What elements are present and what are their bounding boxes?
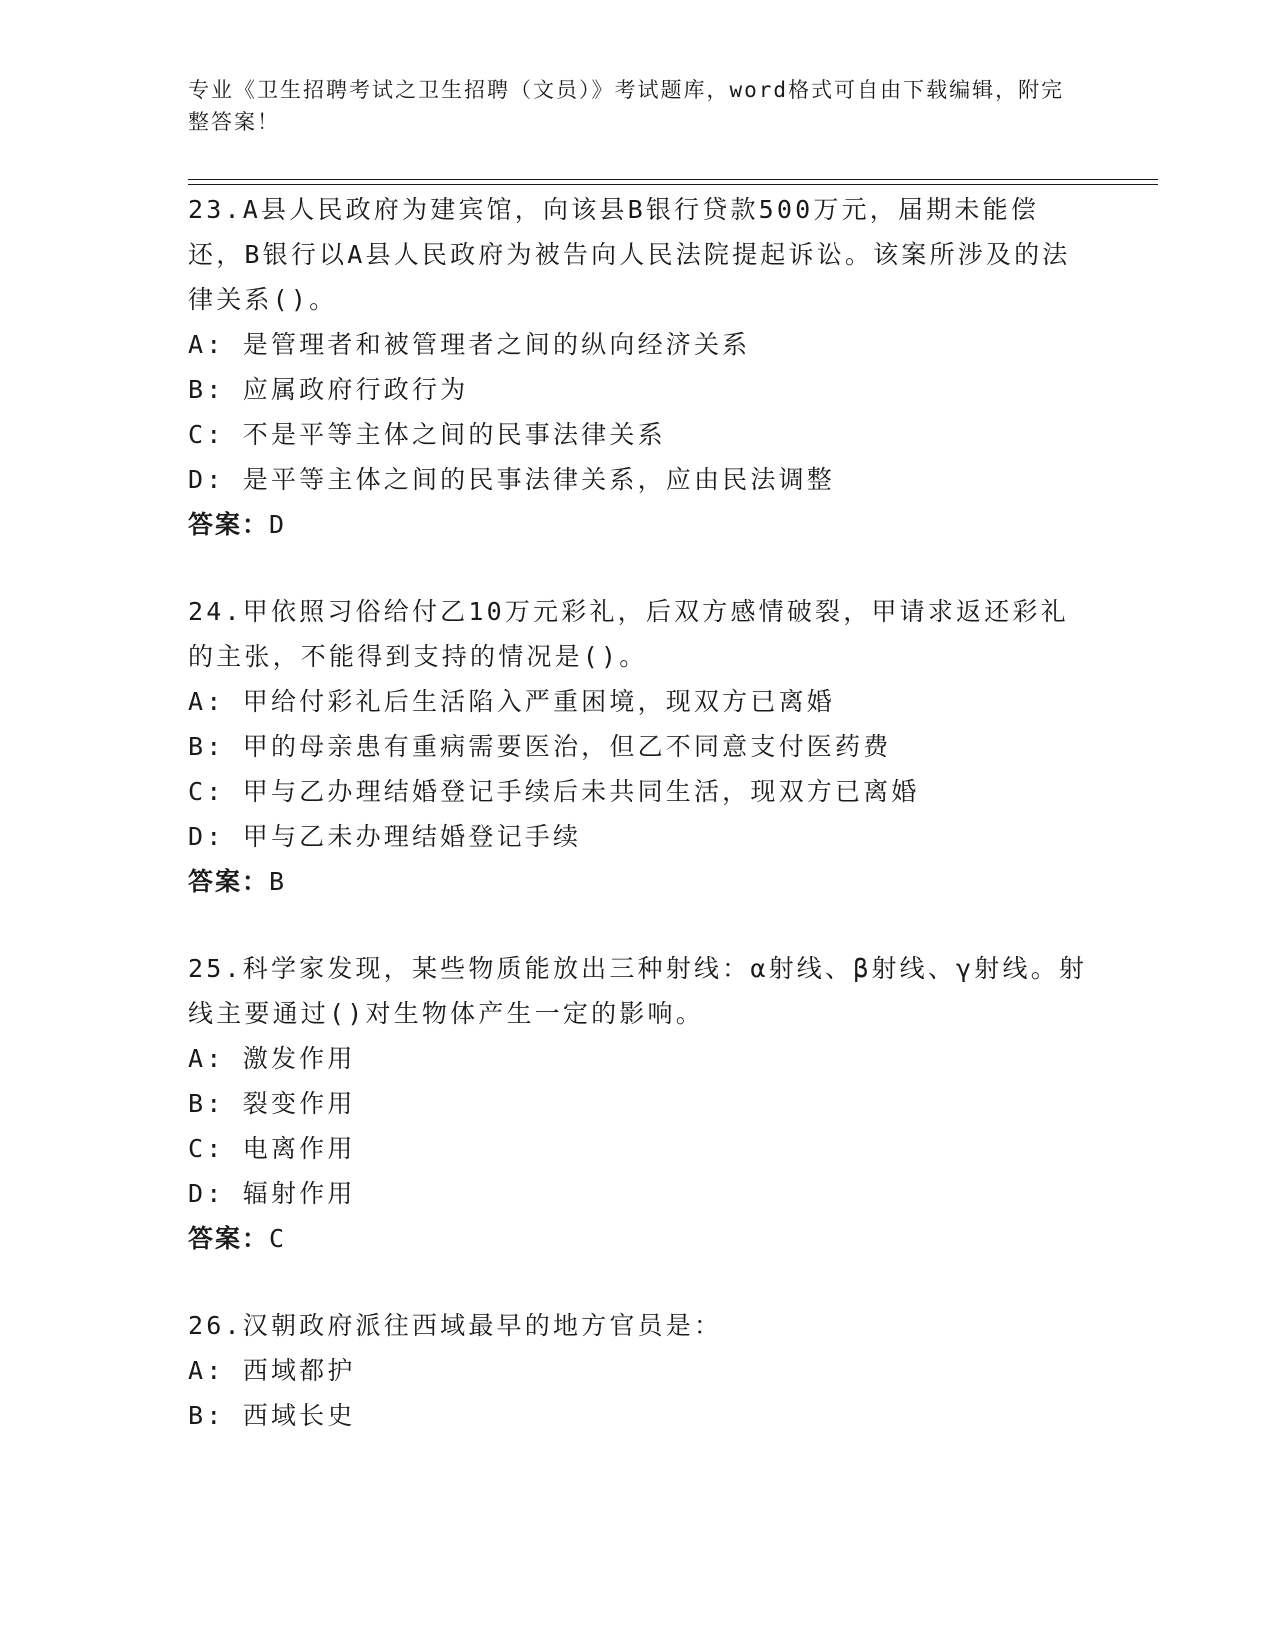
- option-letter: A:: [188, 1356, 225, 1385]
- option-text: 应属政府行政行为: [242, 375, 469, 404]
- option-text: 西域长史: [242, 1401, 356, 1430]
- option-text: 裂变作用: [242, 1089, 356, 1118]
- answer-value: C: [269, 1224, 287, 1253]
- option-c: [188, 1126, 1088, 1171]
- option-letter: B:: [188, 375, 225, 404]
- answer-value: B: [269, 867, 287, 896]
- option-c: [188, 769, 1088, 814]
- option-a: [188, 322, 1088, 367]
- option-b: [188, 1081, 1088, 1126]
- answer-line: [188, 502, 1088, 547]
- option-b: [188, 724, 1088, 769]
- option-d: [188, 814, 1088, 859]
- option-letter: D:: [188, 822, 225, 851]
- option-d: [188, 457, 1088, 502]
- option-letter: B:: [188, 1089, 225, 1118]
- question-24: [188, 589, 1088, 904]
- option-letter: A:: [188, 330, 225, 359]
- answer-label: 答案：: [188, 867, 270, 896]
- option-text: 不是平等主体之间的民事法律关系: [242, 420, 666, 449]
- option-letter: D:: [188, 1179, 225, 1208]
- option-b: [188, 367, 1088, 412]
- option-letter: B:: [188, 1401, 225, 1430]
- answer-label: 答案：: [188, 510, 270, 539]
- option-text: 甲与乙未办理结婚登记手续: [242, 822, 582, 851]
- option-text: 甲给付彩礼后生活陷入严重困境，现双方已离婚: [242, 687, 835, 716]
- option-letter: C:: [188, 777, 225, 806]
- option-text: 是平等主体之间的民事法律关系，应由民法调整: [242, 465, 835, 494]
- answer-line: [188, 1216, 1088, 1261]
- option-letter: D:: [188, 465, 225, 494]
- option-text: 激发作用: [242, 1044, 356, 1073]
- question-25: [188, 946, 1088, 1261]
- option-letter: C:: [188, 420, 225, 449]
- option-letter: A:: [188, 1044, 225, 1073]
- option-text: 电离作用: [242, 1134, 356, 1163]
- answer-value: D: [269, 510, 287, 539]
- option-a: [188, 679, 1088, 724]
- document-header: 专业《卫生招聘考试之卫生招聘（文员）》考试题库，word格式可自由下载编辑，附完整答案！: [188, 78, 1065, 134]
- question-stem: 23.A县人民政府为建宾馆，向该县B银行贷款500万元，届期未能偿还，B银行以A县人民政府为被告向人民法院提起诉讼。该案所涉及的法律关系()。: [188, 195, 1071, 314]
- question-list: [188, 187, 1088, 1480]
- question-stem: 25.科学家发现，某些物质能放出三种射线：α射线、β射线、γ射线。射线主要通过()对生物体产生一定的影响。: [188, 954, 1088, 1028]
- question-23: [188, 187, 1088, 547]
- option-text: 辐射作用: [242, 1179, 356, 1208]
- answer-line: [188, 859, 1088, 904]
- question-stem: 26.汉朝政府派往西域最早的地方官员是：: [188, 1311, 723, 1340]
- option-c: [188, 412, 1088, 457]
- option-letter: C:: [188, 1134, 225, 1163]
- option-d: [188, 1171, 1088, 1216]
- option-a: [188, 1348, 1088, 1393]
- header-divider-top: [188, 179, 1158, 180]
- answer-label: 答案：: [188, 1224, 270, 1253]
- option-text: 甲与乙办理结婚登记手续后未共同生活，现双方已离婚: [242, 777, 920, 806]
- option-letter: B:: [188, 732, 225, 761]
- question-stem: 24.甲依照习俗给付乙10万元彩礼，后双方感情破裂，甲请求返还彩礼的主张，不能得到支持的情况是()。: [188, 597, 1069, 671]
- option-text: 西域都护: [242, 1356, 356, 1385]
- option-b: [188, 1393, 1088, 1438]
- option-text: 是管理者和被管理者之间的纵向经济关系: [242, 330, 751, 359]
- option-letter: A:: [188, 687, 225, 716]
- question-26: [188, 1303, 1088, 1438]
- header-divider-bottom: [188, 184, 1158, 185]
- option-text: 甲的母亲患有重病需要医治，但乙不同意支付医药费: [242, 732, 892, 761]
- option-a: [188, 1036, 1088, 1081]
